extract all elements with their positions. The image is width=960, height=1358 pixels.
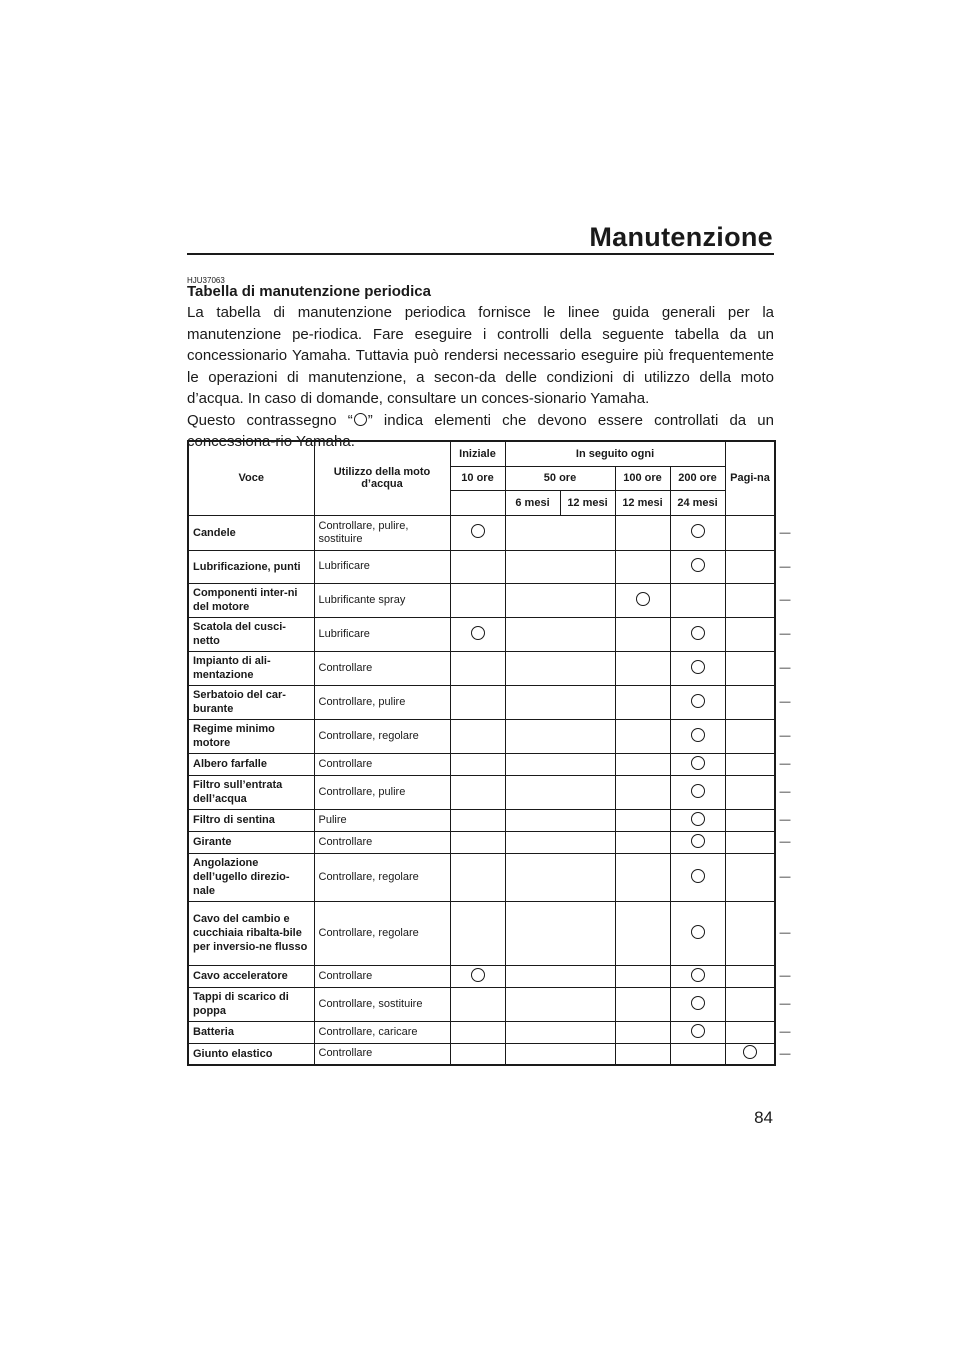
row-interval-cell [725,965,775,987]
row-utilizzo: Lubrificante spray [314,583,450,617]
row-voce: Lubrificazione, punti [188,550,314,583]
row-utilizzo: Controllare [314,831,450,853]
row-interval-cell [670,831,725,853]
row-utilizzo: Controllare [314,753,450,775]
row-interval-cell [615,809,670,831]
row-utilizzo: Lubrificare [314,617,450,651]
header-100-ore: 100 ore [615,466,670,490]
table-row: Giunto elastico Controllare — [188,1043,775,1065]
table-row: Regime minimo motore Controllare, regolare — [188,719,775,753]
row-interval-cell [615,987,670,1021]
row-interval-cell [450,550,505,583]
circle-mark-icon [691,728,705,742]
table-row: Candele Controllare, pulire, sostituire — [188,515,775,550]
row-interval-cell [505,753,615,775]
row-interval-cell [670,901,725,965]
row-interval-cell [615,651,670,685]
circle-mark-icon [691,925,705,939]
row-interval-cell [670,515,725,550]
row-interval-cell [725,550,775,583]
row-interval-cell [505,550,615,583]
row-utilizzo: Controllare [314,1043,450,1065]
row-interval-cell [725,753,775,775]
row-interval-cell [450,515,505,550]
row-interval-cell [670,685,725,719]
header-50-ore: 50 ore [505,466,615,490]
circle-mark-icon [743,1045,757,1059]
table-row: Batteria Controllare, caricare — [188,1021,775,1043]
row-utilizzo: Pulire [314,809,450,831]
row-interval-cell [450,987,505,1021]
row-voce: Albero farfalle [188,753,314,775]
page-number: 84 [754,1108,773,1127]
maintenance-table [187,440,791,1066]
row-interval-cell [450,901,505,965]
row-utilizzo: Controllare, regolare [314,853,450,901]
row-interval-cell [725,809,775,831]
header-200-ore: 200 ore [670,466,725,490]
header-24-mesi: 24 mesi [670,490,725,515]
row-interval-cell [725,1021,775,1043]
row-interval-cell [670,550,725,583]
circle-mark-icon [354,413,367,426]
row-voce: Filtro di sentina [188,809,314,831]
header-12-mesi-a: 12 mesi [560,490,615,515]
header-pagina: Pagi-na [725,441,775,515]
row-interval-cell [450,617,505,651]
row-interval-cell [505,853,615,901]
header-blank [450,490,505,515]
row-interval-cell [615,965,670,987]
row-interval-cell [670,583,725,617]
row-interval-cell [505,617,615,651]
row-interval-cell [450,775,505,809]
row-utilizzo: Lubrificare [314,550,450,583]
table-row: Tappi di scarico di poppa Controllare, sostituire — [188,987,775,1021]
circle-mark-icon [691,524,705,538]
table-row: Albero farfalle Controllare — [188,753,775,775]
row-interval-cell [615,550,670,583]
intro-text [187,302,774,453]
row-interval-cell [450,965,505,987]
row-interval-cell [725,775,775,809]
row-interval-cell [670,809,725,831]
table-row: Girante Controllare — [188,831,775,853]
row-voce: Impianto di ali-mentazione [188,651,314,685]
header-in-seguito: In seguito ogni [505,441,725,466]
circle-mark-icon [691,996,705,1010]
row-interval-cell [505,901,615,965]
row-interval-cell [670,775,725,809]
row-interval-cell [615,685,670,719]
row-interval-cell [670,753,725,775]
chapter-title: Manutenzione [589,222,773,252]
header-voce: Voce [188,441,314,515]
circle-mark-icon [691,756,705,770]
row-interval-cell [670,987,725,1021]
row-interval-cell [670,965,725,987]
row-interval-cell [505,1021,615,1043]
row-voce: Angolazione dell’ugello direzio-nale [188,853,314,901]
row-utilizzo: Controllare, regolare [314,901,450,965]
circle-mark-icon [636,592,650,606]
row-interval-cell [450,685,505,719]
row-voce: Componenti inter-ni del motore [188,583,314,617]
row-utilizzo: Controllare, pulire, sostituire [314,515,450,550]
circle-mark-icon [471,626,485,640]
row-interval-cell [450,651,505,685]
table-row: Cavo del cambio e cucchiaia ribalta-bile per inversio-ne flusso Controllare, regolare — [188,901,775,965]
row-interval-cell [615,515,670,550]
row-interval-cell [725,831,775,853]
row-interval-cell [505,651,615,685]
header-utilizzo: Utilizzo della moto d’acqua [314,441,450,515]
row-interval-cell [615,1043,670,1065]
row-interval-cell [505,583,615,617]
row-interval-cell [505,987,615,1021]
row-interval-cell [505,775,615,809]
row-interval-cell [505,719,615,753]
row-interval-cell [450,809,505,831]
row-utilizzo: Controllare [314,651,450,685]
intro-paragraph-1: La tabella di manutenzione periodica fornisce le linee guida generali per la manutenzione pe-riodica. Fare eseguire i controlli della seguente tabella da un concessionario Yamaha. Tuttavia può rendersi necessario eseguire più frequentemente le operazioni di manutenzione, a secon-da delle condizioni di utilizzo della moto d’acqua. In caso di domande, consultare un conces-sionario Yamaha. [187,304,774,407]
row-interval-cell [505,965,615,987]
header-iniziale: Iniziale [450,441,505,466]
row-interval-cell [670,1043,725,1065]
row-interval-cell [725,651,775,685]
row-interval-cell [725,1043,775,1065]
circle-mark-icon [691,660,705,674]
table-row: Componenti inter-ni del motore Lubrificante spray — [188,583,775,617]
row-interval-cell [505,1043,615,1065]
row-voce: Regime minimo motore [188,719,314,753]
intro-2a: Questo contrassegno “ [187,411,353,429]
circle-mark-icon [691,812,705,826]
circle-mark-icon [691,869,705,883]
row-interval-cell [505,685,615,719]
header-10-ore: 10 ore [450,466,505,490]
table-row: Angolazione dell’ugello direzio-nale Controllare, regolare — [188,853,775,901]
row-interval-cell [725,515,775,550]
row-interval-cell [725,987,775,1021]
row-interval-cell [450,1021,505,1043]
row-utilizzo: Controllare, pulire [314,685,450,719]
row-voce: Candele [188,515,314,550]
row-voce: Cavo del cambio e cucchiaia ribalta-bile per inversio-ne flusso [188,901,314,965]
header-rule [187,253,774,255]
table-row: Scatola del cusci-netto Lubrificare — [188,617,775,651]
circle-mark-icon [691,626,705,640]
row-interval-cell [725,719,775,753]
circle-mark-icon [691,784,705,798]
row-interval-cell [615,901,670,965]
row-utilizzo: Controllare, caricare [314,1021,450,1043]
table-row: Filtro sull’entrata dell’acqua Controllare, pulire — [188,775,775,809]
row-utilizzo: Controllare [314,965,450,987]
row-utilizzo: Controllare, sostituire [314,987,450,1021]
row-voce: Filtro sull’entrata dell’acqua [188,775,314,809]
table-row: Filtro di sentina Pulire — [188,809,775,831]
row-voce: Batteria [188,1021,314,1043]
row-interval-cell [615,719,670,753]
row-voce: Giunto elastico [188,1043,314,1065]
header-6-mesi: 6 mesi [505,490,560,515]
section-code: HJU37063 [187,276,225,285]
row-interval-cell [450,831,505,853]
row-voce: Scatola del cusci-netto [188,617,314,651]
row-interval-cell [450,1043,505,1065]
header-12-mesi-b: 12 mesi [615,490,670,515]
circle-mark-icon [691,558,705,572]
row-utilizzo: Controllare, pulire [314,775,450,809]
circle-mark-icon [691,694,705,708]
section-title: Tabella di manutenzione periodica [187,283,431,300]
row-interval-cell [505,809,615,831]
row-interval-cell [450,853,505,901]
row-interval-cell [615,583,670,617]
row-interval-cell [505,831,615,853]
row-voce: Tappi di scarico di poppa [188,987,314,1021]
circle-mark-icon [471,524,485,538]
circle-mark-icon [471,968,485,982]
row-interval-cell [670,853,725,901]
row-interval-cell [670,651,725,685]
row-interval-cell [725,617,775,651]
row-interval-cell [615,831,670,853]
row-voce: Serbatoio del car-burante [188,685,314,719]
row-interval-cell [670,1021,725,1043]
circle-mark-icon [691,834,705,848]
row-interval-cell [450,719,505,753]
row-interval-cell [450,583,505,617]
circle-mark-icon [691,1024,705,1038]
row-utilizzo: Controllare, regolare [314,719,450,753]
row-interval-cell [615,617,670,651]
table-row: Impianto di ali-mentazione Controllare — [188,651,775,685]
table-row: Serbatoio del car-burante Controllare, pulire — [188,685,775,719]
row-interval-cell [615,853,670,901]
intro-2b: ” indica elementi che devono essere controllati da un concessiona-rio Yamaha. [187,411,774,450]
row-interval-cell [615,753,670,775]
circle-mark-icon [691,968,705,982]
row-interval-cell [505,515,615,550]
row-interval-cell [670,719,725,753]
row-interval-cell [725,583,775,617]
row-voce: Girante [188,831,314,853]
table-row: Lubrificazione, punti Lubrificare — [188,550,775,583]
row-voce: Cavo acceleratore [188,965,314,987]
table-row: Cavo acceleratore Controllare — [188,965,775,987]
row-interval-cell [615,775,670,809]
row-interval-cell [725,685,775,719]
row-interval-cell [725,901,775,965]
row-interval-cell [615,1021,670,1043]
row-interval-cell [670,617,725,651]
row-interval-cell [725,853,775,901]
row-interval-cell [450,753,505,775]
